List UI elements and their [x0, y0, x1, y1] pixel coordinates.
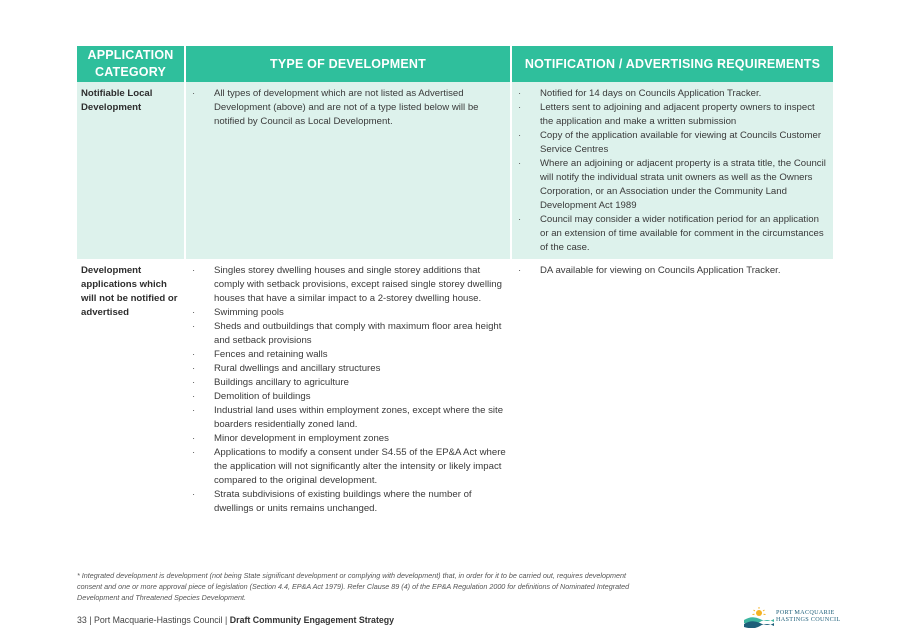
list-item-text: Demolition of buildings — [214, 391, 311, 402]
notification-requirements-cell — [511, 259, 833, 520]
list-item-text: All types of development which are not listed as Advertised Development (above) and are not of a type listed below will be notified by Council as Local Development. — [214, 88, 479, 127]
list-item — [516, 264, 829, 278]
list-item — [516, 87, 829, 101]
application-category-cell: Development applications which will not be notified or advertised — [77, 259, 185, 520]
header-type-of-development: TYPE OF DEVELOPMENT — [185, 46, 511, 82]
header-application-category: APPLICATION CATEGORY — [77, 46, 185, 82]
council-logo-text — [776, 609, 840, 623]
bullet-icon: · — [192, 349, 196, 360]
bullet-icon: · — [518, 214, 522, 225]
list-item-text: Minor development in employment zones — [214, 433, 389, 444]
footer-separator: | — [89, 615, 92, 625]
list-item-text: Sheds and outbuildings that comply with maximum floor area height and setback provisions — [214, 321, 502, 346]
list-item — [190, 376, 506, 390]
bullet-list — [516, 264, 829, 278]
footer-separator: | — [225, 615, 228, 625]
footer-org: Port Macquarie-Hastings Council — [94, 615, 223, 625]
bullet-icon: · — [518, 265, 522, 276]
page-number: 33 — [77, 615, 87, 625]
list-item — [190, 348, 506, 362]
bullet-icon: · — [192, 321, 196, 332]
table-row — [77, 259, 833, 520]
application-category-cell: Notifiable Local Development — [77, 82, 185, 259]
bullet-icon: · — [518, 88, 522, 99]
list-item — [190, 446, 506, 488]
list-item-text: Fences and retaining walls — [214, 349, 328, 360]
list-item — [516, 129, 829, 157]
type-of-development-cell — [185, 82, 511, 259]
bullet-list — [190, 264, 506, 516]
list-item — [190, 488, 506, 516]
list-item-text: DA available for viewing on Councils Application Tracker. — [540, 265, 781, 276]
footnote: * Integrated development is development (not being State significant development or complying with development) that, in order for it to be carried out, requires development consent and one or more approval piece of legislation (Section 4.4, EP&A Act 1979). Refer Clause 89 (4) of the EP&A Regulation 2000 for definitions of Nominated Integrated Development and Threatened Species Development. — [77, 571, 630, 602]
list-item-text: Strata subdivisions of existing buildings where the number of dwellings or units remains unchanged. — [214, 489, 472, 514]
list-item-text: Notified for 14 days on Councils Application Tracker. — [540, 88, 762, 99]
bullet-icon: · — [192, 405, 196, 416]
list-item-text: Copy of the application available for viewing at Councils Customer Service Centres — [540, 130, 822, 155]
notification-table — [77, 46, 833, 520]
notification-requirements-cell — [511, 82, 833, 259]
list-item-text: Letters sent to adjoining and adjacent property owners to inspect the application and make a written submission — [540, 102, 815, 127]
bullet-icon: · — [192, 265, 196, 276]
bullet-icon: · — [192, 489, 196, 500]
logo-line-2: HASTINGS COUNCIL — [776, 616, 841, 623]
logo-line-1: PORT MACQUARIE — [776, 609, 835, 616]
bullet-icon: · — [192, 363, 196, 374]
list-item-text: Rural dwellings and ancillary structures — [214, 363, 381, 374]
list-item — [190, 390, 506, 404]
list-item — [516, 157, 829, 213]
list-item-text: Swimming pools — [214, 307, 284, 318]
sun-icon — [753, 607, 766, 616]
bullet-icon: · — [192, 377, 196, 388]
header-notification-requirements: NOTIFICATION / ADVERTISING REQUIREMENTS — [511, 46, 833, 82]
bullet-list — [190, 87, 506, 129]
bullet-icon: · — [518, 130, 522, 141]
bullet-icon: · — [192, 447, 196, 458]
footer-document-title: Draft Community Engagement Strategy — [229, 615, 395, 625]
list-item-text: Council may consider a wider notification period for an application or an extension of time available for comment in the circumstances of the case. — [540, 214, 824, 253]
list-item — [190, 320, 506, 348]
bullet-icon: · — [192, 433, 196, 444]
list-item-text: Singles storey dwelling houses and single storey additions that comply with setback provisions, except raised single storey dwelling houses that have a similar impact to a 2-storey dwelling house. — [214, 265, 502, 304]
bullet-icon: · — [192, 88, 196, 99]
list-item — [190, 264, 506, 306]
list-item — [190, 404, 506, 432]
list-item-text: Applications to modify a consent under S4.55 of the EP&A Act where the application will not significantly alter the intensity or likely impact compared to the original development. — [214, 447, 506, 486]
list-item — [516, 101, 829, 129]
list-item — [516, 213, 829, 255]
bullet-list — [516, 87, 829, 255]
list-item-text: Industrial land uses within employment zones, except where the site boarders residentially zoned land. — [214, 405, 504, 430]
bullet-icon: · — [518, 158, 522, 169]
bullet-icon: · — [192, 391, 196, 402]
bullet-icon: · — [518, 102, 522, 113]
bullet-icon: · — [192, 307, 196, 318]
list-item — [190, 362, 506, 376]
list-item — [190, 432, 506, 446]
page-footer — [77, 615, 394, 625]
list-item-text: Where an adjoining or adjacent property is a strata title, the Council will notify the individual strata unit owners as well as the Owners Corporation, or an Association under the Community Land Development Act 1989 — [540, 158, 826, 211]
table-header-row — [77, 46, 833, 82]
list-item — [190, 306, 506, 320]
list-item — [190, 87, 506, 129]
list-item-text: Buildings ancillary to agriculture — [214, 377, 349, 388]
table-row — [77, 82, 833, 259]
type-of-development-cell — [185, 259, 511, 520]
